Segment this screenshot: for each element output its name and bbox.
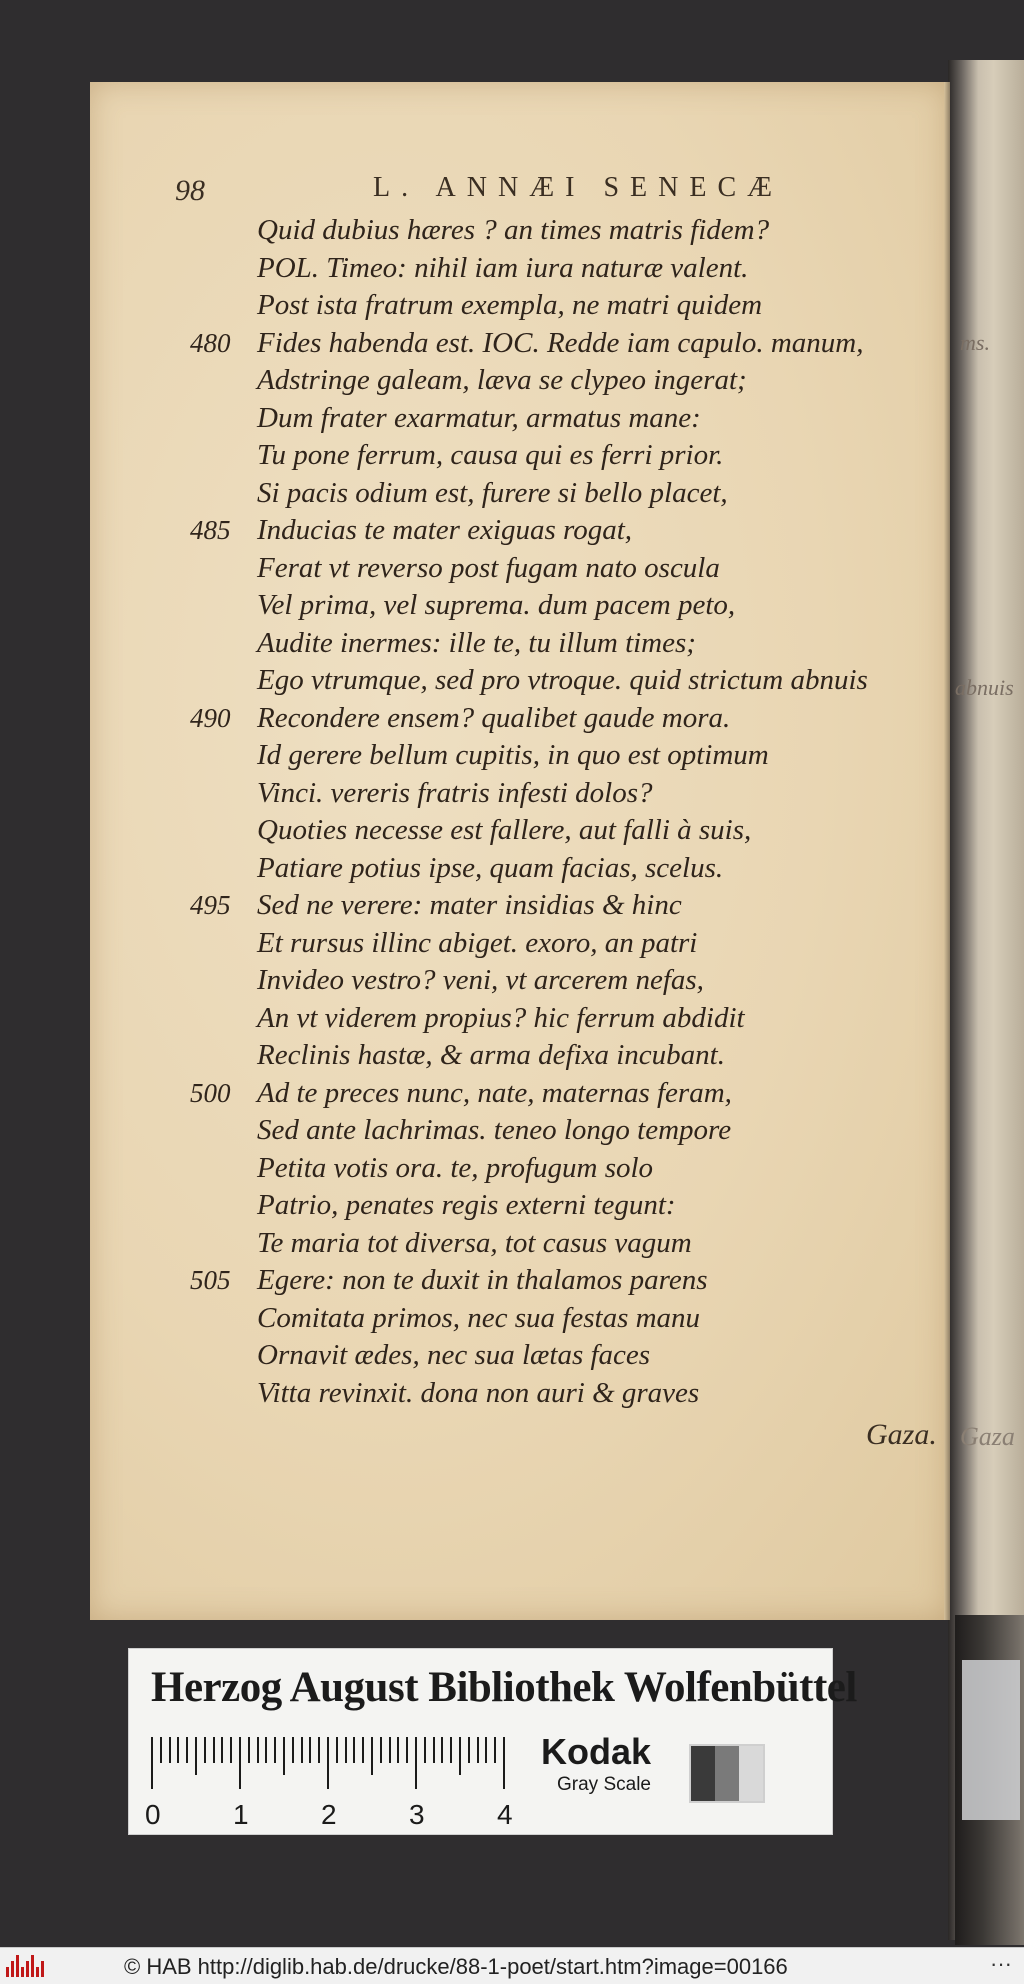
- line-text: Quoties necesse est fallere, aut falli à suis,: [257, 814, 752, 846]
- running-head: L. ANNÆI SENECÆ: [373, 172, 784, 203]
- gray-scale-label: Gray Scale: [557, 1774, 651, 1795]
- page-header: [175, 168, 785, 214]
- ruler-tick: [257, 1737, 259, 1763]
- verse-line: [175, 662, 955, 700]
- line-text: Patrio, penates regis externi tegunt:: [257, 1189, 676, 1221]
- ruler-tick: [169, 1737, 171, 1763]
- verse-line: [175, 887, 955, 925]
- ruler-tick: [441, 1737, 443, 1763]
- line-text: Vel prima, vel suprema. dum pacem peto,: [257, 589, 736, 621]
- line-text: Audite inermes: ille te, tu illum times;: [257, 626, 696, 659]
- logo-bar: [11, 1961, 14, 1977]
- ruler-tick: [468, 1737, 470, 1763]
- line-text: Sed ante lachrimas. teneo longo tempore: [257, 1114, 732, 1146]
- line-text: Patiare potius ipse, quam facias, scelus.: [257, 851, 724, 884]
- ruler-tick: [265, 1737, 267, 1763]
- logo-bar: [36, 1967, 39, 1977]
- ruler-tick: [380, 1737, 382, 1763]
- line-text: Dum frater exarmatur, armatus mane:: [257, 401, 701, 434]
- ruler-tick: [301, 1737, 303, 1763]
- ruler-number: 0: [145, 1799, 161, 1830]
- verse-line: [175, 625, 955, 663]
- verse-line: [175, 1037, 955, 1075]
- verse-line: [175, 550, 955, 588]
- ruler-number: 3: [409, 1799, 425, 1830]
- line-number: 490: [190, 702, 231, 733]
- verse-line: [175, 512, 955, 550]
- ruler-tick: [485, 1737, 487, 1763]
- verse-line: [175, 1150, 955, 1188]
- verse-line: [175, 1262, 955, 1300]
- line-text: Post ista fratrum exempla, ne matri quidem: [257, 289, 763, 321]
- ruler-tick: [362, 1737, 364, 1763]
- line-text: Quid dubius hæres ? an times matris fidem?: [257, 214, 770, 246]
- ruler-tick: [274, 1737, 276, 1763]
- status-bar: [0, 1947, 1024, 1984]
- ruler-tick: [230, 1737, 232, 1763]
- ruler-tick: [389, 1737, 391, 1763]
- ruler-tick: [195, 1737, 197, 1775]
- ruler-tick: [239, 1737, 241, 1789]
- verse-line: [175, 812, 955, 850]
- gray-patches: [689, 1744, 765, 1803]
- line-text: Inducias te mater exiguas rogat,: [257, 514, 633, 546]
- ruler-number: 4: [497, 1799, 513, 1830]
- verse-line: [175, 1337, 955, 1375]
- line-text: Petita votis ora. te, profugum solo: [257, 1151, 654, 1184]
- ruler-tick: [248, 1737, 250, 1763]
- verse-line: [175, 1375, 955, 1413]
- verse-line: [175, 1225, 955, 1263]
- line-text: An vt viderem propius? hic ferrum abdidit: [257, 1001, 745, 1034]
- ruler-number: 2: [321, 1799, 337, 1830]
- logo-bar: [6, 1967, 9, 1977]
- verse-line: [175, 437, 955, 475]
- ruler-tick: [204, 1737, 206, 1763]
- ruler-tick: [503, 1737, 505, 1789]
- verse-line: [175, 962, 955, 1000]
- ruler-tick: [415, 1737, 417, 1789]
- bleed-through-text: ms.: [960, 330, 990, 355]
- verse-line: [175, 250, 955, 288]
- ruler-tick: [371, 1737, 373, 1775]
- verse-block: [175, 212, 955, 1412]
- ruler-tick: [186, 1737, 188, 1763]
- ruler-tick: [318, 1737, 320, 1763]
- line-text: POL. Timeo: nihil iam iura naturæ valent.: [257, 251, 749, 284]
- ruler-tick: [494, 1737, 496, 1763]
- ruler-tick: [424, 1737, 426, 1763]
- verse-line: [175, 775, 955, 813]
- bleed-through-text: Gaza: [960, 1422, 1015, 1451]
- line-text: Sed ne verere: mater insidias & hinc: [257, 889, 682, 921]
- status-url[interactable]: © HAB http://diglib.hab.de/drucke/88-1-poet/start.htm?image=00166: [124, 1954, 788, 1979]
- ruler-tick: [406, 1737, 408, 1763]
- line-text: Reclinis hastæ, & arma defixa incubant.: [257, 1039, 725, 1071]
- line-number: 500: [190, 1077, 231, 1108]
- ruler-tick: [477, 1737, 479, 1763]
- line-text: Recondere ensem? qualibet gaude mora.: [257, 701, 731, 734]
- logo-bar: [16, 1955, 19, 1977]
- verse-line: [175, 700, 955, 738]
- adjacent-slip: [962, 1660, 1020, 1820]
- line-text: Invideo vestro? veni, vt arcerem nefas,: [257, 964, 704, 996]
- gray-patch: [739, 1746, 763, 1801]
- ruler-number: 1: [233, 1799, 249, 1830]
- ruler-tick: [213, 1737, 215, 1763]
- logo-bar: [41, 1961, 44, 1977]
- ruler: [145, 1737, 541, 1830]
- line-text: Fides habenda est. IOC. Redde iam capulo. manum,: [257, 326, 864, 359]
- page-number: 98: [175, 174, 205, 207]
- line-text: Id gerere bellum cupitis, in quo est optimum: [257, 739, 769, 771]
- ruler-tick: [345, 1737, 347, 1763]
- line-text: Vitta revinxit. dona non auri & graves: [257, 1376, 700, 1409]
- library-name: Herzog August Bibliothek Wolfenbüttel: [151, 1664, 857, 1711]
- verse-line: [175, 400, 955, 438]
- verse-line: [175, 1187, 955, 1225]
- line-number: 485: [190, 515, 231, 545]
- line-text: Si pacis odium est, furere si bello placet,: [257, 476, 728, 509]
- ruler-tick: [221, 1737, 223, 1763]
- line-text: Tu pone ferrum, causa qui es ferri prior.: [257, 439, 724, 471]
- line-text: Vinci. vereris fratris infesti dolos?: [257, 776, 653, 809]
- verse-line: [175, 587, 955, 625]
- verse-line: [175, 1075, 955, 1113]
- ruler-tick: [353, 1737, 355, 1763]
- verse-line: [175, 737, 955, 775]
- line-number: 495: [190, 890, 231, 920]
- line-text: Ego vtrumque, sed pro vtroque. quid strictum abnuis: [257, 664, 868, 696]
- ruler-tick: [336, 1737, 338, 1763]
- verse-line: [175, 362, 955, 400]
- verse-line: [175, 212, 955, 250]
- ruler-tick: [151, 1737, 153, 1789]
- logo-bar: [31, 1955, 34, 1977]
- ruler-tick: [283, 1737, 285, 1775]
- verse-line: [175, 475, 955, 513]
- verse-line: [175, 925, 955, 963]
- verse-line: [175, 287, 955, 325]
- bleed-through-text: abnuis: [955, 675, 1014, 700]
- line-text: Ad te preces nunc, nate, maternas feram,: [257, 1076, 732, 1109]
- ruler-tick: [292, 1737, 294, 1763]
- verse-line: [175, 1300, 955, 1338]
- verse-line: [175, 325, 955, 363]
- hab-logo-icon: [6, 1955, 46, 1977]
- line-text: Ferat vt reverso post fugam nato oscula: [257, 551, 720, 584]
- more-menu-button[interactable]: ···: [990, 1951, 1012, 1976]
- verse-line: [175, 1112, 955, 1150]
- logo-bar: [26, 1961, 29, 1977]
- line-text: Ornavit ædes, nec sua lætas faces: [257, 1339, 651, 1371]
- ruler-tick: [327, 1737, 329, 1789]
- line-number: 505: [190, 1265, 231, 1295]
- logo-bar: [21, 1967, 24, 1977]
- color-scale-card: [128, 1648, 857, 1835]
- line-text: Adstringe galeam, læva se clypeo ingerat;: [257, 364, 747, 396]
- line-number: 480: [190, 327, 231, 358]
- line-text: Et rursus illinc abiget. exoro, an patri: [257, 926, 698, 959]
- line-text: Egere: non te duxit in thalamos parens: [257, 1264, 708, 1296]
- ruler-tick: [160, 1737, 162, 1763]
- line-text: Comitata primos, nec sua festas manu: [257, 1301, 701, 1334]
- verse-line: [175, 1000, 955, 1038]
- line-text: Te maria tot diversa, tot casus vagum: [257, 1226, 692, 1259]
- ruler-tick: [397, 1737, 399, 1763]
- verse-line: [175, 850, 955, 888]
- kodak-logo: Kodak: [541, 1731, 652, 1772]
- ruler-tick: [459, 1737, 461, 1775]
- ruler-tick: [309, 1737, 311, 1763]
- ruler-tick: [450, 1737, 452, 1763]
- gray-patch: [715, 1746, 739, 1801]
- ruler-tick: [177, 1737, 179, 1763]
- ruler-tick: [433, 1737, 435, 1763]
- gray-patch: [691, 1746, 715, 1801]
- catchword: Gaza.: [866, 1418, 937, 1451]
